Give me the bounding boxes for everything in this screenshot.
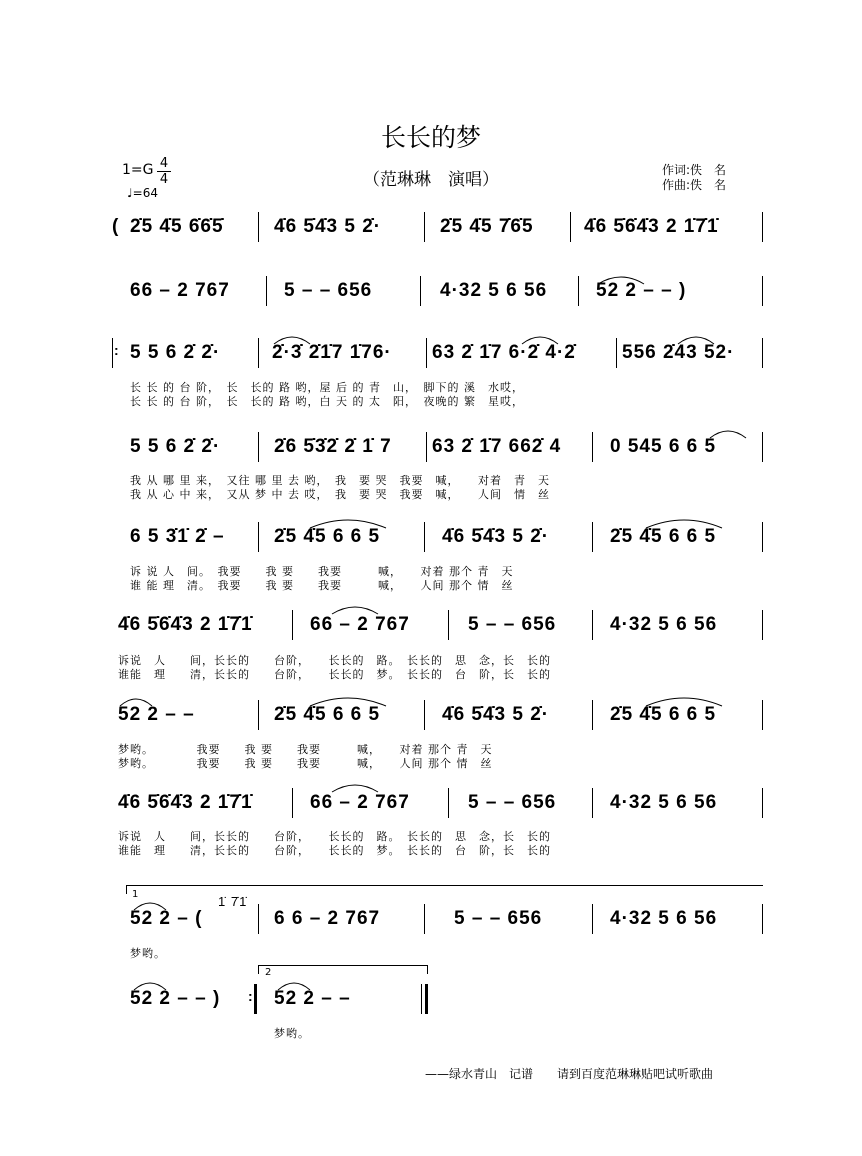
- lyricist: 作词:佚 名: [662, 163, 727, 177]
- repeat-dots: :: [114, 342, 120, 358]
- bar-line: [258, 700, 259, 730]
- measure: 2̇5 4̇5 7̇6̇5: [440, 216, 534, 237]
- repeat-bar-line: [112, 338, 113, 368]
- lyric-line-2: 梦哟。 我要 我 要 我要 喊， 人间 那个 情 丝: [118, 757, 493, 770]
- measure: 52 2 – –: [274, 988, 351, 1009]
- measure: 63 2̇ 1̇7 662̇ 4: [432, 436, 562, 457]
- slur: [276, 980, 312, 992]
- measure: 52 2 – (: [130, 908, 203, 929]
- repeat-dots: :: [248, 988, 254, 1004]
- first-ending-label: 1: [132, 889, 139, 900]
- lyric-line-2: 谁 能 理 清。 我要 我 要 我要 喊， 人间 那个 情 丝: [130, 579, 514, 592]
- measure: 66 – 2 767: [310, 792, 410, 813]
- performer-subtitle: （范琳琳 演唱）: [363, 170, 499, 190]
- bar-line: [426, 338, 427, 368]
- tempo-value: =64: [132, 186, 158, 200]
- measure: 556 2̇43 52·: [622, 342, 735, 363]
- grace-notes: 1̇ 7̇1̇: [218, 894, 248, 909]
- slur: [520, 334, 560, 346]
- bar-line: [592, 432, 593, 462]
- final-bar-line-thick: [425, 984, 428, 1014]
- bar-line: [592, 522, 593, 552]
- bar-line: [420, 276, 421, 306]
- time-signature-bottom: 4: [157, 171, 171, 187]
- staff-row: [114, 338, 764, 368]
- measure: 52 2 – –: [118, 704, 195, 725]
- measure: 4̇6 5̇6̇4̇3 2 1̇7̇1̇: [584, 216, 719, 237]
- measure: 4·32 5 6 56: [610, 792, 718, 813]
- staff-row: [112, 212, 764, 242]
- measure: 4·32 5 6 56: [440, 280, 548, 301]
- lyric-line-1: 我 从 哪 里 来， 又往 哪 里 去 哟， 我 要 哭 我要 喊， 对着 青 天: [130, 474, 550, 487]
- bar-line: [258, 522, 259, 552]
- slur: [596, 274, 646, 286]
- staff-row: [118, 522, 764, 552]
- bar-line: [258, 432, 259, 462]
- measure: 6 6 – 2 767: [274, 908, 381, 929]
- measure: 5 – – 656: [468, 792, 557, 813]
- bar-line: [448, 788, 449, 818]
- measure: 5 – – 656: [284, 280, 373, 301]
- measure: 2̇5 4̇5 6 6 5: [610, 526, 717, 547]
- bar-line: [424, 904, 425, 934]
- credits: [662, 163, 726, 193]
- slur: [272, 334, 312, 346]
- measure: 5 5 6 2̇ 2̇·: [130, 342, 221, 363]
- measure: 4̇6 5̇6̇4̇3 2 1̇7̇1̇: [118, 792, 253, 813]
- key-signature: 1=G: [122, 162, 154, 178]
- bar-line: [292, 788, 293, 818]
- measure: 4̇6 5̇4̇3 5 2̇·: [274, 216, 382, 237]
- staff-row: [118, 788, 764, 818]
- open-paren: (: [112, 216, 120, 237]
- measure: 4·32 5 6 56: [610, 614, 718, 635]
- measure: 4̇6 5̇4̇3 5 2̇·: [442, 526, 550, 547]
- measure: 2̇5 4̇5 6̇6̇5̇: [130, 216, 224, 237]
- staff-row: [118, 432, 764, 462]
- bar-line: [762, 212, 763, 242]
- staff-row: [118, 984, 764, 1014]
- bar-line: [592, 788, 593, 818]
- bar-line: [266, 276, 267, 306]
- lyric-line-2: 谁能 理 清，长长的 台阶， 长长的 梦。 长长的 台 阶，长 长的: [118, 668, 551, 681]
- bar-line: [578, 276, 579, 306]
- staff-row: [118, 894, 764, 934]
- slur: [308, 518, 388, 530]
- bar-line: [258, 904, 259, 934]
- second-ending-bracket: [258, 965, 428, 974]
- bar-line: [570, 212, 571, 242]
- composer: 作曲:佚 名: [662, 178, 727, 192]
- bar-line: [762, 610, 763, 640]
- measure: 5 – – 656: [454, 908, 543, 929]
- bar-line: [292, 610, 293, 640]
- time-signature: [157, 156, 171, 187]
- slur: [330, 782, 380, 794]
- measure: 4·32 5 6 56: [610, 908, 718, 929]
- measure: 0 545 6 6 5: [610, 436, 717, 457]
- quarter-note-icon: ♩: [127, 186, 133, 200]
- bar-line: [762, 788, 763, 818]
- bar-line: [762, 432, 763, 462]
- tempo-mark: [127, 186, 158, 200]
- bar-line: [258, 338, 259, 368]
- slur: [132, 900, 168, 912]
- lyric-line-1: 诉说 人 间，长长的 台阶， 长长的 路。 长长的 思 念，长 长的: [118, 654, 551, 667]
- measure: 2̇·3̇ 2̇1̇7 1̇76·: [272, 342, 392, 363]
- bar-line: [762, 276, 763, 306]
- bar-line: [424, 522, 425, 552]
- measure: 4̇6 5̇4̇3 5 2̇·: [442, 704, 550, 725]
- bar-line: [258, 212, 259, 242]
- measure: 2̇6 5̇3̇2̇ 2̇ 1̇ 7: [274, 436, 392, 457]
- measure: 6 5 3̇1̇ 2̇ –: [130, 526, 225, 547]
- measure: 2̇5 4̇5 6 6 5: [274, 704, 381, 725]
- slur: [676, 334, 716, 346]
- measure: 66 – 2 767: [130, 280, 230, 301]
- measure: 66 – 2 767: [310, 614, 410, 635]
- first-ending-bracket: [126, 885, 763, 894]
- slur: [708, 428, 748, 440]
- lyric-line-2: 谁能 理 清，长长的 台阶， 长长的 梦。 长长的 台 阶，长 长的: [118, 844, 551, 857]
- lyric-line-2: 长 长 的 台 阶， 长 长的 路 哟，白 天 的 太 阳， 夜晚的 繁 星哎，: [130, 395, 524, 408]
- bar-line: [762, 522, 763, 552]
- bar-line: [424, 212, 425, 242]
- time-signature-top: 4: [159, 156, 169, 171]
- staff-row: [118, 700, 764, 730]
- footer-note: ——绿水青山 记谱 请到百度范琳琳贴吧试听歌曲: [425, 1067, 714, 1081]
- lyric-line-1: 梦哟。 我要 我 要 我要 喊， 对着 那个 青 天: [118, 743, 493, 756]
- measure: 52 2 – – ): [596, 280, 687, 301]
- slur: [644, 696, 724, 708]
- repeat-bar-line: [254, 984, 257, 1014]
- bar-line: [448, 610, 449, 640]
- slur: [308, 696, 388, 708]
- bar-line: [426, 432, 427, 462]
- song-title: 长长的梦: [380, 123, 481, 152]
- measure: 5 – – 656: [468, 614, 557, 635]
- final-bar-line: [421, 984, 422, 1014]
- slur: [644, 518, 724, 530]
- slur: [132, 980, 168, 992]
- bar-line: [424, 700, 425, 730]
- lyric-line-1: 长 长 的 台 阶， 长 长的 路 哟，屋 后 的 青 山， 脚下的 溪 水哎，: [130, 381, 524, 394]
- bar-line: [762, 338, 763, 368]
- bar-line: [762, 904, 763, 934]
- staff-row: [118, 276, 764, 306]
- bar-line: [592, 700, 593, 730]
- bar-line: [616, 338, 617, 368]
- bar-line: [762, 700, 763, 730]
- lyric-line-1: 梦哟。: [274, 1027, 310, 1040]
- measure: 52 2 – – ): [130, 988, 221, 1009]
- slur: [330, 604, 380, 616]
- measure: 2̇5 4̇5 6 6 5: [274, 526, 381, 547]
- measure: 5 5 6 2̇ 2̇·: [130, 436, 221, 457]
- lyric-line-1: 诉 说 人 间。 我要 我 要 我要 喊， 对着 那个 青 天: [130, 565, 514, 578]
- lyric-line-2: 我 从 心 中 来， 又从 梦 中 去 哎， 我 要 哭 我要 喊， 人间 情 丝: [130, 488, 550, 501]
- bar-line: [592, 904, 593, 934]
- lyric-line-1: 梦哟。: [130, 947, 166, 960]
- measure: 63 2̇ 1̇7 6·2̇ 4·2̇: [432, 342, 576, 363]
- measure: 2̇5 4̇5 6 6 5: [610, 704, 717, 725]
- lyric-line-1: 诉说 人 间，长长的 台阶， 长长的 路。 长长的 思 念，长 长的: [118, 830, 551, 843]
- bar-line: [592, 610, 593, 640]
- slur: [118, 696, 154, 708]
- measure: 4̇6 5̇6̇4̇3 2 1̇7̇1̇: [118, 614, 253, 635]
- staff-row: [118, 610, 764, 640]
- second-ending-label: 2: [265, 967, 272, 978]
